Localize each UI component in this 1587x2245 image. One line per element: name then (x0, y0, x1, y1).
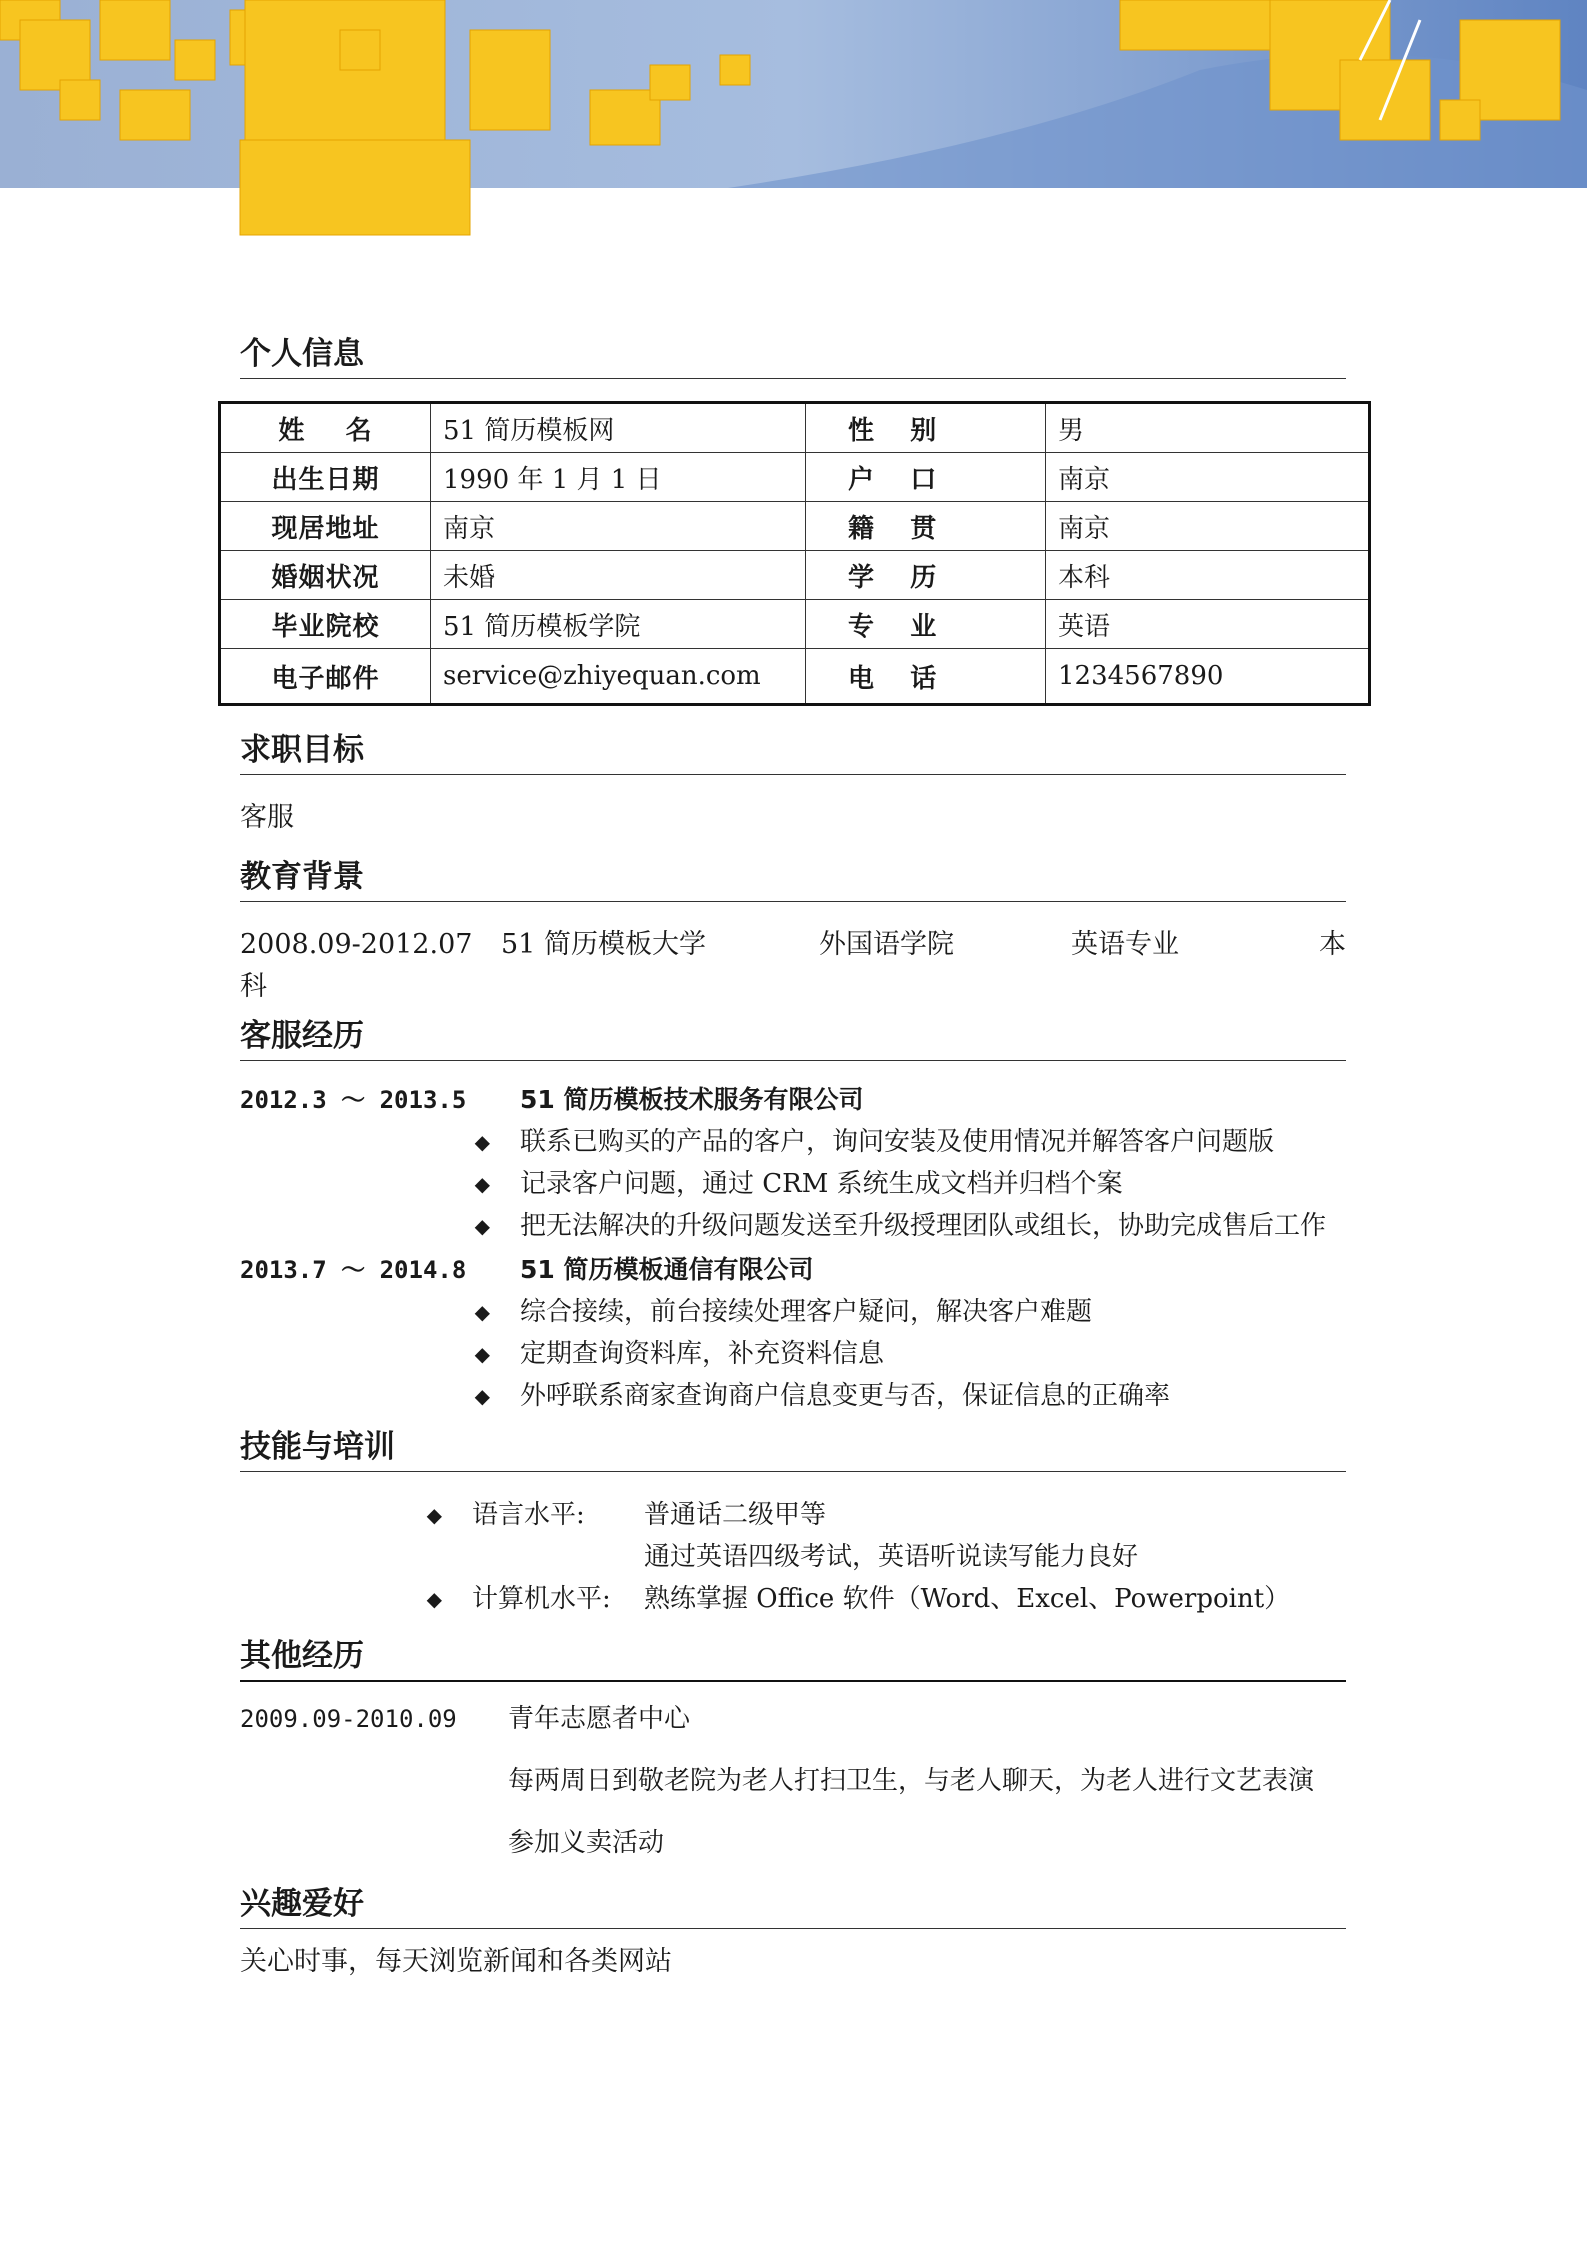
resume-body (240, 332, 1346, 1983)
info-label: 姓 名 (220, 403, 431, 453)
job-duty: 定期查询资料库，补充资料信息 (520, 1339, 885, 1369)
other-row (240, 1750, 1346, 1812)
info-value: 未婚 (431, 551, 806, 600)
info-label: 户 口 (806, 453, 1046, 502)
info-value-email: service@zhiyequan.com (431, 649, 806, 705)
list-item (240, 1536, 1346, 1578)
job-duty: 外呼联系商家查询商户信息变更与否，保证信息的正确率 (520, 1381, 1171, 1411)
info-value: 本科 (1046, 551, 1370, 600)
job-list (240, 1079, 1346, 1417)
other-org: 青年志愿者中心 (508, 1704, 691, 1734)
bullet-icon: ◆ (474, 1214, 490, 1238)
info-value: 男 (1046, 403, 1370, 453)
table-row (220, 649, 1370, 705)
bullet-icon: ◆ (474, 1384, 490, 1408)
info-label: 婚姻状况 (220, 551, 431, 600)
list-item (240, 1121, 1346, 1163)
info-value: 51 简历模板学院 (431, 600, 806, 649)
info-value: 1990 年 1 月 1 日 (431, 453, 806, 502)
section-title-experience: 客服经历 (240, 1014, 1346, 1061)
other-date: 2009.09-2010.09 (240, 1705, 457, 1733)
list-item (240, 1333, 1346, 1375)
section-title-skills: 技能与培训 (240, 1425, 1346, 1472)
skill-value: 普通话二级甲等 (644, 1500, 827, 1530)
job-company: 51 简历模板通信有限公司 (520, 1255, 814, 1284)
section-title-personal: 个人信息 (240, 332, 1346, 379)
job-duty: 记录客户问题，通过 CRM 系统生成文档并归档个案 (520, 1169, 1123, 1199)
info-label: 性 别 (806, 403, 1046, 453)
info-label: 现居地址 (220, 502, 431, 551)
job-header (240, 1079, 1346, 1121)
section-title-other: 其他经历 (240, 1634, 1346, 1682)
skill-value: 通过英语四级考试，英语听说读写能力良好 (644, 1542, 1139, 1572)
other-row (240, 1688, 1346, 1750)
info-value: 51 简历模板网 (431, 403, 806, 453)
info-label: 籍 贯 (806, 502, 1046, 551)
list-item (240, 1291, 1346, 1333)
job-header (240, 1249, 1346, 1291)
info-label: 电 话 (806, 649, 1046, 705)
list-item (240, 1205, 1346, 1247)
info-value: 南京 (1046, 502, 1370, 551)
education-degree: 本 (1319, 929, 1346, 960)
info-value: 英语 (1046, 600, 1370, 649)
info-label: 专 业 (806, 600, 1046, 649)
list-item (240, 1163, 1346, 1205)
skill-value: 熟练掌握 Office 软件（Word、Excel、Powerpoint） (644, 1584, 1291, 1614)
bullet-icon: ◆ (426, 1587, 442, 1611)
table-row (220, 453, 1370, 502)
section-title-objective: 求职目标 (240, 728, 1346, 775)
info-label: 出生日期 (220, 453, 431, 502)
job-date: 2013.7 ～ 2014.8 (240, 1256, 467, 1284)
table-row (220, 600, 1370, 649)
table-row (220, 403, 1370, 453)
info-label: 电子邮件 (220, 649, 431, 705)
other-detail: 每两周日到敬老院为老人打扫卫生，与老人聊天，为老人进行文艺表演 (508, 1766, 1315, 1796)
job-duty: 把无法解决的升级问题发送至升级授理团队或组长，协助完成售后工作 (520, 1211, 1327, 1241)
job-company: 51 简历模板技术服务有限公司 (520, 1085, 864, 1114)
hobby-text: 关心时事，每天浏览新闻和各类网站 (240, 1946, 672, 1977)
other-experience (240, 1688, 1346, 1874)
job-duty: 综合接续，前台接续处理客户疑问，解决客户难题 (520, 1297, 1093, 1327)
list-item (240, 1375, 1346, 1417)
bullet-icon: ◆ (426, 1503, 442, 1527)
objective-text: 客服 (240, 802, 294, 833)
info-label: 毕业院校 (220, 600, 431, 649)
list-item (240, 1494, 1346, 1536)
education-degree-wrap: 科 (240, 971, 267, 1002)
header-banner (0, 0, 1587, 260)
personal-info-table (218, 401, 1371, 706)
section-title-education: 教育背景 (240, 855, 1346, 902)
info-value: 南京 (1046, 453, 1370, 502)
section-title-hobby: 兴趣爱好 (240, 1882, 1346, 1929)
education-school: 51 简历模板大学 (501, 929, 706, 960)
skill-key: 语言水平: (472, 1500, 585, 1530)
education-college: 外国语学院 (819, 929, 954, 960)
bullet-icon: ◆ (474, 1300, 490, 1324)
info-value-phone: 1234567890 (1046, 649, 1370, 705)
list-item (240, 1578, 1346, 1620)
bullet-icon: ◆ (474, 1130, 490, 1154)
info-value: 南京 (431, 502, 806, 551)
bullet-icon: ◆ (474, 1172, 490, 1196)
education-row (240, 924, 1346, 966)
skill-key: 计算机水平: (472, 1584, 611, 1614)
info-label: 学 历 (806, 551, 1046, 600)
job-duty: 联系已购买的产品的客户，询问安装及使用情况并解答客户问题版 (520, 1127, 1275, 1157)
skills-list (240, 1494, 1346, 1620)
table-row (220, 551, 1370, 600)
job-date: 2012.3 ～ 2013.5 (240, 1086, 467, 1114)
other-row (240, 1812, 1346, 1874)
education-major: 英语专业 (1071, 929, 1179, 960)
bullet-icon: ◆ (474, 1342, 490, 1366)
table-row (220, 502, 1370, 551)
other-detail: 参加义卖活动 (508, 1828, 665, 1858)
education-period: 2008.09-2012.07 (240, 929, 473, 960)
